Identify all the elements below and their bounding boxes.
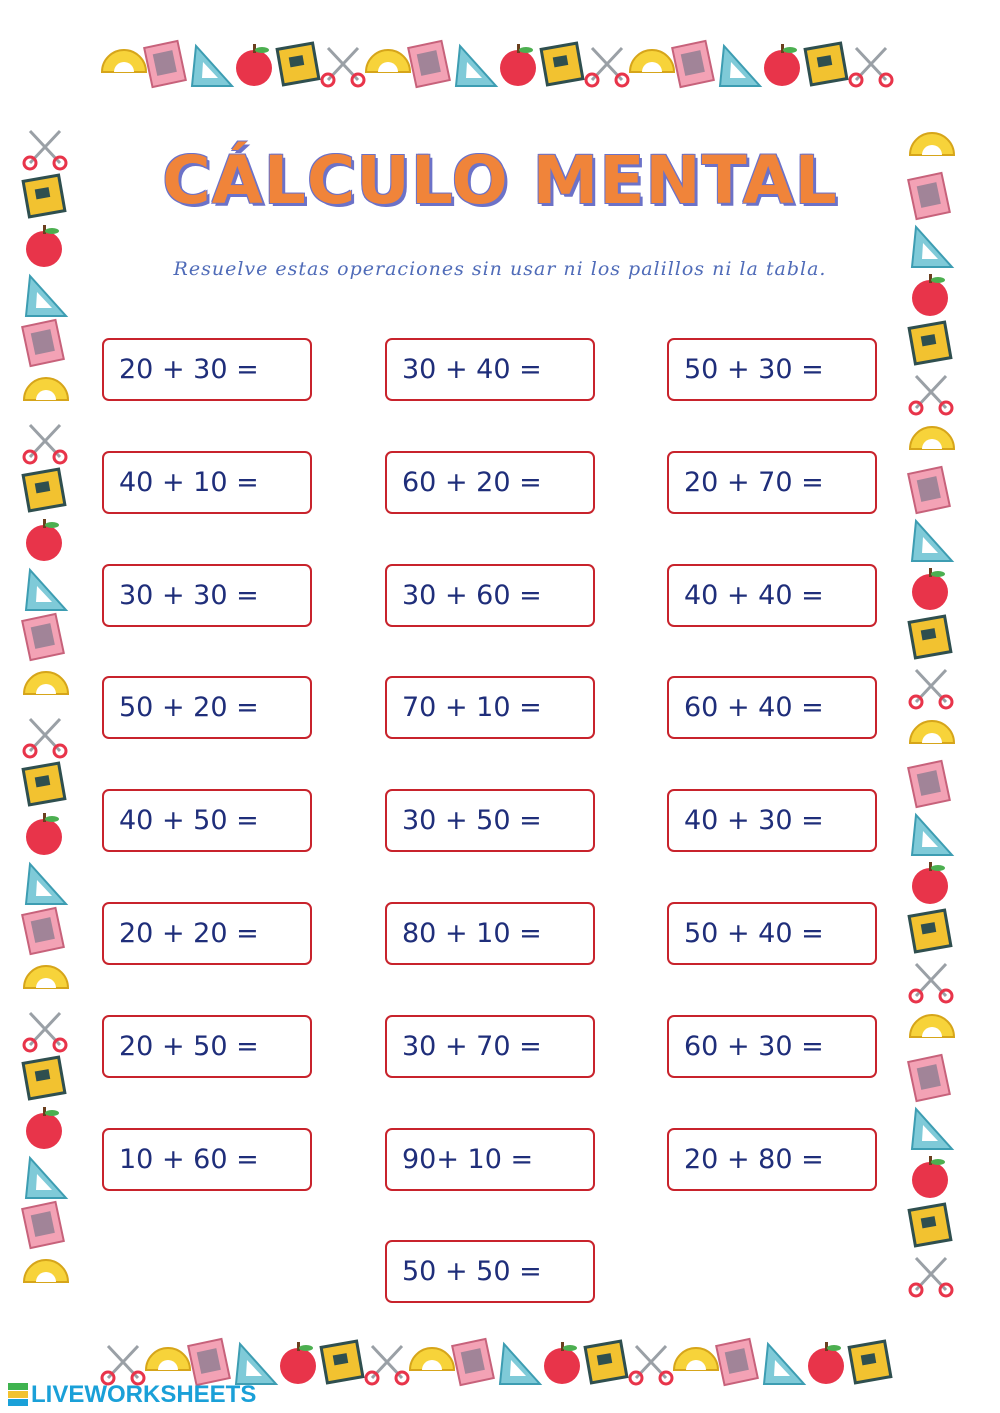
operation-box[interactable]: [667, 564, 877, 627]
apple-icon: [26, 1107, 62, 1149]
protractor-icon: [910, 427, 954, 449]
scissors-icon: [24, 1013, 66, 1051]
operation-box[interactable]: [385, 789, 595, 852]
set-square-icon: [192, 46, 232, 86]
protractor-icon: [24, 378, 68, 400]
protractor-icon: [24, 1260, 68, 1282]
operation-box[interactable]: [102, 1015, 312, 1078]
scissors-icon: [850, 48, 892, 86]
operation-box[interactable]: [385, 1015, 595, 1078]
operation-box[interactable]: [667, 338, 877, 401]
scissors-icon: [24, 425, 66, 463]
operation-box[interactable]: [102, 1128, 312, 1191]
operation-text: 40 + 30 =: [684, 805, 824, 836]
apple-icon: [236, 44, 272, 86]
operation-text: 20 + 80 =: [684, 1144, 824, 1175]
instructions: Resuelve estas operaciones sin usar ni los palillos ni la tabla.: [173, 258, 827, 280]
operation-text: 60 + 30 =: [684, 1031, 824, 1062]
apple-icon: [500, 44, 536, 86]
apple-icon: [26, 813, 62, 855]
notebook-icon: [22, 908, 64, 954]
notebook-icon: [908, 1055, 950, 1101]
operation-text: 40 + 40 =: [684, 580, 824, 611]
operation-text: 30 + 70 =: [402, 1031, 542, 1062]
operation-text: 50 + 40 =: [684, 918, 824, 949]
set-square-icon: [912, 521, 952, 561]
apple-icon: [912, 274, 948, 316]
notebook-icon: [144, 41, 186, 87]
protractor-icon: [146, 1348, 190, 1370]
operation-text: 70 + 10 =: [402, 692, 542, 723]
book-icon: [909, 322, 951, 364]
operation-text: 60 + 40 =: [684, 692, 824, 723]
set-square-icon: [912, 815, 952, 855]
book-icon: [23, 763, 65, 805]
operation-box[interactable]: [385, 451, 595, 514]
set-square-icon: [236, 1344, 276, 1384]
book-icon: [277, 43, 319, 85]
liveworksheets-footer[interactable]: [8, 1381, 256, 1409]
scissors-icon: [910, 670, 952, 708]
book-icon: [909, 910, 951, 952]
operation-box[interactable]: [667, 676, 877, 739]
protractor-icon: [366, 50, 410, 72]
operation-text: 40 + 50 =: [119, 805, 259, 836]
operation-box[interactable]: [102, 902, 312, 965]
notebook-icon: [22, 320, 64, 366]
operation-text: 20 + 70 =: [684, 467, 824, 498]
book-icon: [909, 616, 951, 658]
scissors-icon: [322, 48, 364, 86]
operation-text: 30 + 50 =: [402, 805, 542, 836]
scissors-icon: [910, 376, 952, 414]
scissors-icon: [586, 48, 628, 86]
protractor-icon: [630, 50, 674, 72]
apple-icon: [912, 1156, 948, 1198]
notebook-icon: [452, 1339, 494, 1385]
operation-box[interactable]: [667, 1015, 877, 1078]
book-icon: [849, 1341, 891, 1383]
operation-box[interactable]: [102, 676, 312, 739]
operation-box[interactable]: [385, 1128, 595, 1191]
operation-text: 90+ 10 =: [402, 1144, 534, 1175]
set-square-icon: [500, 1344, 540, 1384]
apple-icon: [544, 1342, 580, 1384]
operation-box[interactable]: [667, 451, 877, 514]
operation-text: 10 + 60 =: [119, 1144, 259, 1175]
notebook-icon: [22, 1202, 64, 1248]
operation-text: 50 + 20 =: [119, 692, 259, 723]
operation-text: 30 + 60 =: [402, 580, 542, 611]
operation-text: 20 + 30 =: [119, 354, 259, 385]
apple-icon: [26, 519, 62, 561]
set-square-icon: [26, 276, 66, 316]
operation-box[interactable]: [667, 789, 877, 852]
operation-box[interactable]: [102, 564, 312, 627]
operation-text: 60 + 20 =: [402, 467, 542, 498]
notebook-icon: [408, 41, 450, 87]
set-square-icon: [26, 1158, 66, 1198]
scissors-icon: [910, 1258, 952, 1296]
book-icon: [909, 1204, 951, 1246]
book-icon: [23, 1057, 65, 1099]
operation-box[interactable]: [102, 451, 312, 514]
operation-text: 20 + 50 =: [119, 1031, 259, 1062]
protractor-icon: [674, 1348, 718, 1370]
scissors-icon: [910, 964, 952, 1002]
operation-text: 40 + 10 =: [119, 467, 259, 498]
operation-box[interactable]: [102, 338, 312, 401]
scissors-icon: [366, 1346, 408, 1384]
operation-text: 30 + 30 =: [119, 580, 259, 611]
notebook-icon: [672, 41, 714, 87]
operation-box[interactable]: [385, 564, 595, 627]
notebook-icon: [22, 614, 64, 660]
book-icon: [541, 43, 583, 85]
notebook-icon: [188, 1339, 230, 1385]
operation-text: 50 + 30 =: [684, 354, 824, 385]
notebook-icon: [908, 761, 950, 807]
set-square-icon: [26, 570, 66, 610]
set-square-icon: [720, 46, 760, 86]
operation-text: 30 + 40 =: [402, 354, 542, 385]
operation-box[interactable]: [385, 338, 595, 401]
set-square-icon: [456, 46, 496, 86]
operation-box[interactable]: [385, 676, 595, 739]
operation-text: 50 + 50 =: [402, 1256, 542, 1287]
protractor-icon: [24, 966, 68, 988]
protractor-icon: [24, 672, 68, 694]
operation-text: 80 + 10 =: [402, 918, 542, 949]
set-square-icon: [764, 1344, 804, 1384]
scissors-icon: [102, 1346, 144, 1384]
operation-box[interactable]: [385, 1240, 595, 1303]
notebook-icon: [716, 1339, 758, 1385]
operation-box[interactable]: [667, 1128, 877, 1191]
book-icon: [585, 1341, 627, 1383]
set-square-icon: [26, 864, 66, 904]
operation-box[interactable]: [102, 789, 312, 852]
notebook-icon: [908, 467, 950, 513]
operation-box[interactable]: [667, 902, 877, 965]
protractor-icon: [910, 721, 954, 743]
book-icon: [321, 1341, 363, 1383]
apple-icon: [912, 568, 948, 610]
apple-icon: [280, 1342, 316, 1384]
apple-icon: [808, 1342, 844, 1384]
liveworksheets-logo-icon: [8, 1383, 28, 1407]
set-square-icon: [912, 1109, 952, 1149]
book-icon: [805, 43, 847, 85]
page-title: CÁLCULO MENTAL: [162, 142, 838, 219]
protractor-icon: [410, 1348, 454, 1370]
footer-brand: LIVEWORKSHEETS: [31, 1381, 257, 1408]
scissors-icon: [630, 1346, 672, 1384]
operation-text: 20 + 20 =: [119, 918, 259, 949]
protractor-icon: [910, 1015, 954, 1037]
protractor-icon: [102, 50, 146, 72]
book-icon: [23, 469, 65, 511]
apple-icon: [764, 44, 800, 86]
scissors-icon: [24, 719, 66, 757]
operation-box[interactable]: [385, 902, 595, 965]
apple-icon: [912, 862, 948, 904]
